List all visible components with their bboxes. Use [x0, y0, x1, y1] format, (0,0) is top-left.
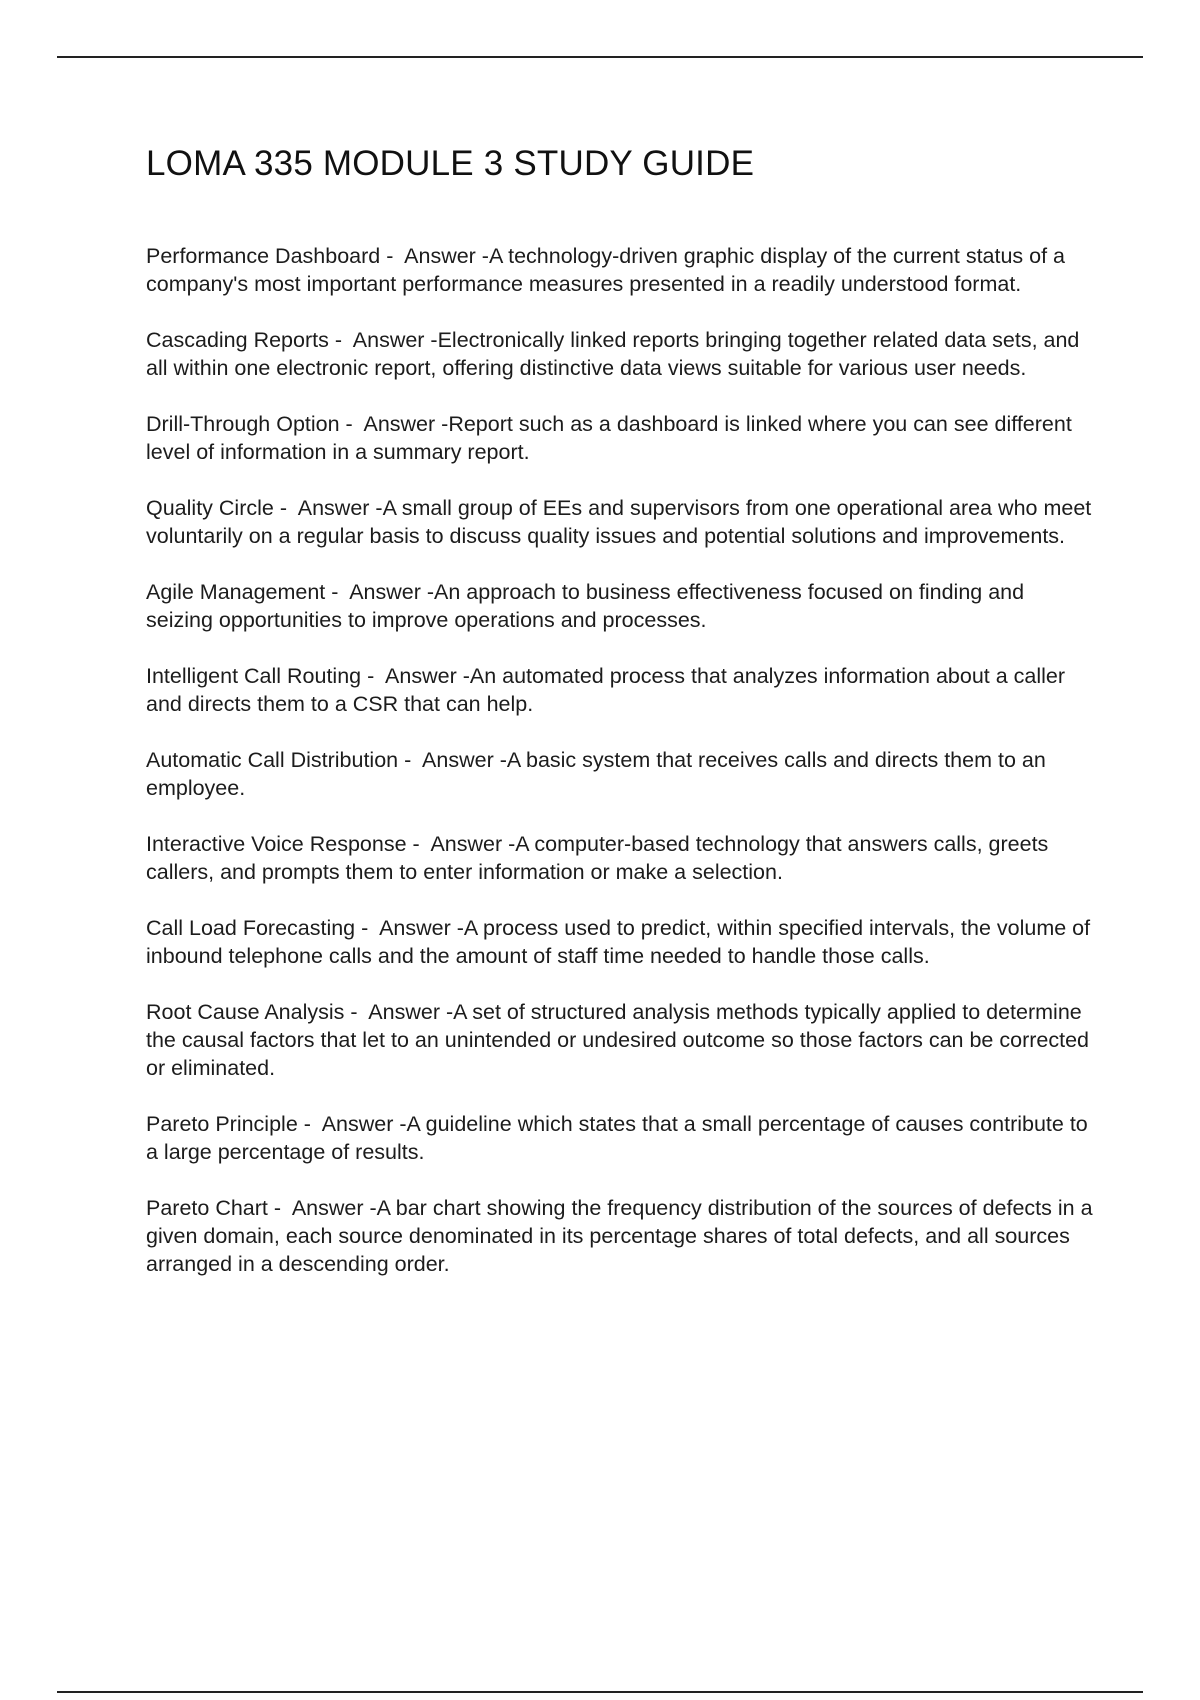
entry-term: Quality Circle	[146, 496, 274, 520]
entry-term: Drill-Through Option	[146, 412, 340, 436]
entry-term: Agile Management	[146, 580, 326, 604]
entry-answer-prefix: Answer -	[349, 580, 435, 604]
entry-answer-prefix: Answer -	[368, 1000, 454, 1024]
entry-separator: -	[328, 328, 353, 352]
entry-answer-prefix: Answer -	[422, 748, 507, 772]
entry-term: Root Cause Analysis	[146, 1000, 345, 1024]
entry-separator: -	[267, 1196, 292, 1220]
entry-separator: -	[297, 1112, 322, 1136]
entry-term: Call Load Forecasting	[146, 916, 356, 940]
entry-term: Automatic Call Distribution	[146, 748, 399, 772]
entry-term: Cascading Reports	[146, 328, 329, 352]
entry-answer-prefix: Answer -	[297, 496, 383, 520]
entry-answer-prefix: Answer -	[379, 916, 464, 940]
study-entry	[146, 494, 1096, 550]
entry-term: Pareto Principle	[146, 1112, 298, 1136]
study-entry	[146, 1110, 1096, 1166]
document-title: LOMA 335 MODULE 3 STUDY GUIDE	[146, 144, 755, 183]
study-entry	[146, 746, 1096, 802]
study-entry	[146, 410, 1096, 466]
entry-separator: -	[325, 580, 350, 604]
entry-separator: -	[406, 832, 431, 856]
entry-separator: -	[273, 496, 298, 520]
entry-answer: Electronically linked reports bringing together related data sets, and all within one electronic report, offering distinctive data views suitable for various user needs.	[146, 328, 1080, 380]
entry-term: Pareto Chart	[146, 1196, 268, 1220]
entry-separator: -	[344, 1000, 369, 1024]
entry-separator: -	[398, 748, 423, 772]
entry-answer: An automated process that analyzes information about a caller and directs them to a CSR that can help.	[146, 664, 1066, 716]
entry-answer: A basic system that receives calls and directs them to an employee.	[146, 748, 1046, 800]
entry-answer: Report such as a dashboard is linked where you can see different level of information in a summary report.	[146, 412, 1072, 464]
entry-answer: A guideline which states that a small percentage of causes contribute to a large percentage of results.	[146, 1112, 1088, 1164]
entry-answer-prefix: Answer -	[430, 832, 516, 856]
entry-separator: -	[355, 916, 380, 940]
entry-answer-prefix: Answer -	[363, 412, 449, 436]
entry-term: Intelligent Call Routing	[146, 664, 362, 688]
entry-answer: A set of structured analysis methods typically applied to determine the causal factors that let to an unintended or undesired outcome so those factors can be corrected or eliminated.	[146, 1000, 1089, 1080]
study-entry	[146, 1194, 1096, 1278]
entry-answer-prefix: Answer -	[385, 664, 470, 688]
entry-answer: A technology-driven graphic display of the current status of a company's most important performance measures presented in a readily understood format.	[146, 244, 1066, 296]
entry-term: Performance Dashboard	[146, 244, 381, 268]
study-entry	[146, 998, 1096, 1082]
study-entry	[146, 830, 1096, 886]
entry-answer-prefix: Answer -	[404, 244, 489, 268]
study-entry	[146, 914, 1096, 970]
study-entry	[146, 326, 1096, 382]
entry-answer-prefix: Answer -	[352, 328, 438, 352]
entry-answer-prefix: Answer -	[321, 1112, 407, 1136]
entry-term: Interactive Voice Response	[146, 832, 407, 856]
bottom-divider	[57, 1691, 1143, 1693]
top-divider	[57, 56, 1143, 58]
entry-answer: A computer-based technology that answers calls, greets callers, and prompts them to enter information or make a selection.	[146, 832, 1049, 884]
entry-answer-prefix: Answer -	[291, 1196, 377, 1220]
study-entry	[146, 578, 1096, 634]
entry-answer: An approach to business effectiveness focused on finding and seizing opportunities to improve operations and processes.	[146, 580, 1025, 632]
entry-answer: A bar chart showing the frequency distribution of the sources of defects in a given domain, each source denominated in its percentage shares of total defects, and all sources arranged in a descending order.	[146, 1196, 1093, 1276]
entry-separator: -	[380, 244, 405, 268]
entry-answer: A small group of EEs and supervisors from one operational area who meet voluntarily on a regular basis to discuss quality issues and potential solutions and improvements.	[146, 496, 1092, 548]
entry-separator: -	[361, 664, 386, 688]
study-guide-entries	[146, 242, 1096, 1306]
study-entry	[146, 242, 1096, 298]
entry-separator: -	[339, 412, 364, 436]
study-entry	[146, 662, 1096, 718]
entry-answer: A process used to predict, within specified intervals, the volume of inbound telephone calls and the amount of staff time needed to handle those calls.	[146, 916, 1091, 968]
